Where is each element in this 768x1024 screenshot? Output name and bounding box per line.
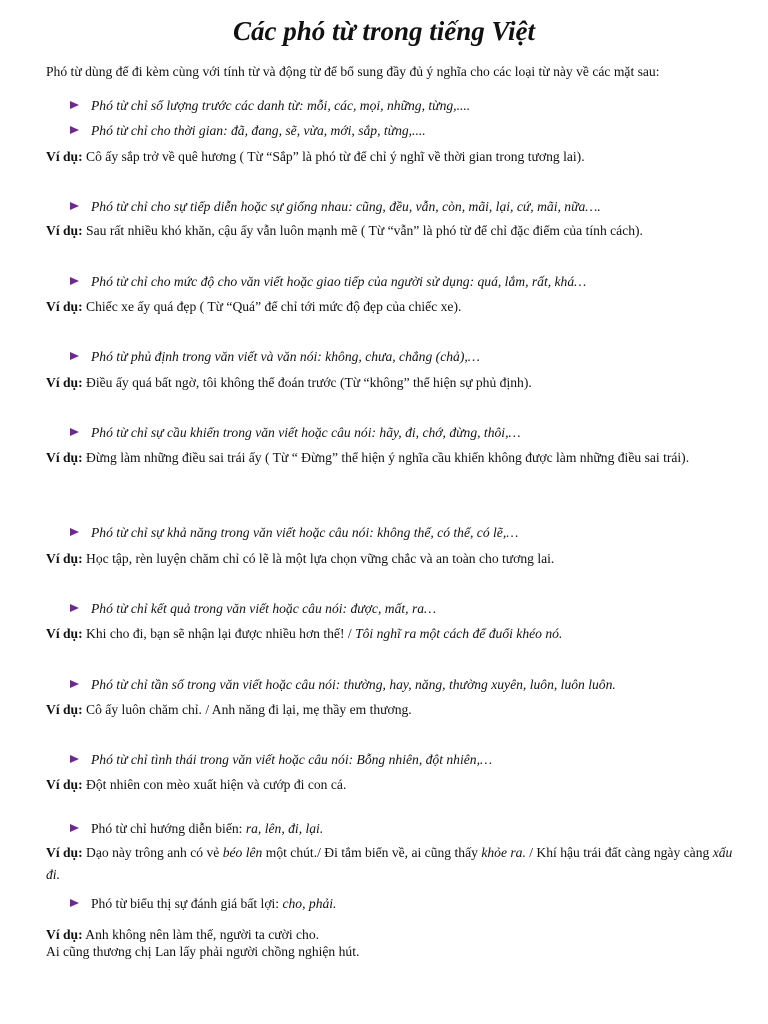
bullet-item-3: Phó từ chỉ cho sự tiếp diễn hoặc sự giống nhau: cũng, đều, vẫn, còn, mãi, lại, cứ, mãi, nữa…. — [70, 198, 768, 216]
bullet-arrow-icon — [70, 824, 79, 832]
bullet-item-8: Phó từ chỉ kết quả trong văn viết hoặc câu nói: được, mất, ra… — [70, 600, 768, 618]
example-label: Ví dụ: — [46, 299, 83, 314]
example-3: Ví dụ: Sau rất nhiều khó khăn, cậu ấy vẫn luôn mạnh mẽ ( Từ “vẫn” là phó từ để chỉ đặc điểm của tính cách). — [46, 223, 643, 238]
bullet-arrow-icon — [70, 528, 79, 536]
example-label: Ví dụ: — [46, 450, 83, 465]
example-6: Ví dụ: Đừng làm những điều sai trái ấy ( Từ “ Đừng” thể hiện ý nghĩa cầu khiến không được làm những điều sai trái). — [46, 450, 690, 465]
bullet-item-2: Phó từ chỉ cho thời gian: đã, đang, sẽ, vừa, mới, sắp, từng,.... — [70, 122, 768, 140]
example-label: Ví dụ: — [46, 626, 83, 641]
bullet-item-4: Phó từ chỉ cho mức độ cho văn viết hoặc giao tiếp của người sử dụng: quá, lắm, rất, khá… — [70, 273, 768, 291]
example-12-line-2: Ai cũng thương chị Lan lấy phải người chồng nghiện hút. — [46, 944, 360, 959]
bullet-item-9: Phó từ chỉ tần số trong văn viết hoặc câu nói: thường, hay, năng, thường xuyên, luôn, luôn luôn. — [70, 676, 768, 694]
bullet-item-1: Phó từ chỉ số lượng trước các danh từ: mỗi, các, mọi, những, từng,.... — [70, 97, 768, 115]
example-1: Ví dụ: Cô ấy sắp trở về quê hương ( Từ “Sắp” là phó từ để chỉ ý nghĩ về thời gian trong tương lai). — [46, 149, 585, 164]
bullet-item-7: Phó từ chỉ sự khả năng trong văn viết hoặc câu nói: không thể, có thể, có lẽ,… — [70, 524, 768, 542]
bullet-arrow-icon — [70, 428, 79, 436]
bullet-item-6: Phó từ chỉ sự cầu khiến trong văn viết hoặc câu nói: hãy, đi, chớ, đừng, thôi,… — [70, 424, 768, 442]
example-5: Ví dụ: Điều ấy quá bất ngờ, tôi không thể đoán trước (Từ “không” thể hiện sự phủ định). — [46, 375, 532, 390]
bullet-arrow-icon — [70, 202, 79, 210]
bullet-arrow-icon — [70, 101, 79, 109]
bullet-item-5: Phó từ phủ định trong văn viết và văn nói: không, chưa, chẳng (chả),… — [70, 348, 768, 366]
example-11: Ví dụ: Dạo này trông anh có vẻ béo lên một chút./ Đi tắm biển về, ai cũng thấy khỏe ra. / Khí hậu trái đất càng ngày càng xấu đi. — [46, 845, 733, 882]
example-label: Ví dụ: — [46, 375, 83, 390]
bullet-item-11: Phó từ chỉ hướng diễn biến: ra, lên, đi, lại. — [70, 820, 768, 838]
bullet-arrow-icon — [70, 604, 79, 612]
bullet-arrow-icon — [70, 352, 79, 360]
example-label: Ví dụ: — [46, 149, 83, 164]
example-7: Ví dụ: Học tập, rèn luyện chăm chỉ có lẽ là một lựa chọn vững chắc và an toàn cho tương lai. — [46, 551, 555, 566]
example-10: Ví dụ: Đột nhiên con mèo xuất hiện và cướp đi con cá. — [46, 777, 347, 792]
bullet-arrow-icon — [70, 899, 79, 907]
example-9: Ví dụ: Cô ấy luôn chăm chỉ. / Anh năng đi lại, mẹ thầy em thương. — [46, 702, 412, 717]
example-label: Ví dụ: — [46, 223, 83, 238]
bullet-arrow-icon — [70, 277, 79, 285]
bullet-arrow-icon — [70, 126, 79, 134]
bullet-arrow-icon — [70, 755, 79, 763]
bullet-item-12: Phó từ biểu thị sự đánh giá bất lợi: cho, phải. — [70, 895, 768, 913]
example-4: Ví dụ: Chiếc xe ấy quá đẹp ( Từ “Quá” để chỉ tới mức độ đẹp của chiếc xe). — [46, 299, 462, 314]
example-label: Ví dụ: — [46, 927, 83, 942]
example-label: Ví dụ: — [46, 777, 83, 792]
bullet-arrow-icon — [70, 680, 79, 688]
example-label: Ví dụ: — [46, 702, 83, 717]
example-8: Ví dụ: Khi cho đi, bạn sẽ nhận lại được nhiều hơn thế! / Tôi nghĩ ra một cách để đuổi khéo nó. — [46, 626, 563, 641]
example-label: Ví dụ: — [46, 845, 83, 860]
example-12: Ví dụ: Anh không nên làm thế, người ta cười cho. — [46, 927, 320, 942]
document-title: Các phó từ trong tiếng Việt — [233, 16, 535, 46]
example-label: Ví dụ: — [46, 551, 83, 566]
bullet-item-10: Phó từ chỉ tình thái trong văn viết hoặc câu nói: Bỗng nhiên, đột nhiên,… — [70, 751, 768, 769]
intro-paragraph: Phó từ dùng để đi kèm cùng với tính từ và động từ để bổ sung đầy đủ ý nghĩa cho các loại từ này về các mặt sau: — [46, 64, 660, 79]
